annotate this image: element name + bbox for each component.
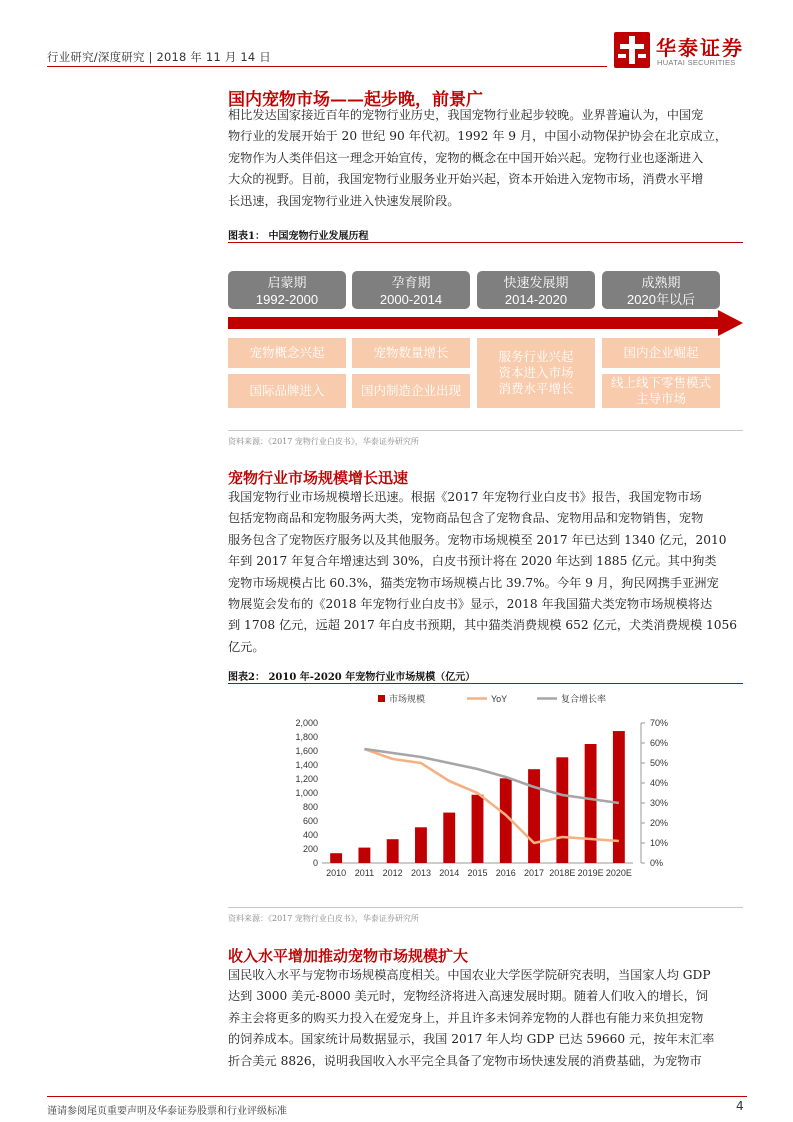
feature-box: 宠物概念兴起 [228, 338, 346, 368]
x-tick-label: 2014 [439, 868, 460, 878]
y-left-tick-label: 2,000 [295, 718, 318, 728]
header-breadcrumb: 行业研究/深度研究 | 2018 年 11 月 14 日 [47, 50, 271, 64]
figure1-bottom-rule [228, 430, 743, 431]
phase-box-enlightenment [228, 271, 346, 309]
legend-label: 市场规模 [389, 694, 426, 704]
section-title-domestic-market: 国内宠物市场——起步晚，前景广 [228, 90, 483, 110]
phase-period: 2014-2020 [504, 292, 568, 307]
phase-name: 成熟期 [641, 275, 681, 290]
y-left-tick-label: 1,800 [295, 732, 318, 742]
section2-body [228, 487, 743, 658]
legend-label: 复合增长率 [561, 694, 607, 704]
section-title-market-growth: 宠物行业市场规模增长迅速 [228, 469, 409, 487]
figure1-label: 图表1： 中国宠物行业发展历程 [228, 231, 369, 242]
feature-box: 国际品牌进入 [228, 374, 346, 408]
section1-body [228, 105, 743, 212]
y-left-tick-label: 600 [302, 816, 318, 826]
paragraph-line: 的饲养成本。国家统计局数据显示，我国 2017 年人均 GDP 已达 59660 元，按年末汇率 [228, 1032, 715, 1047]
y-left-tick-label: 0 [312, 858, 318, 868]
market-size-chart [228, 688, 743, 898]
paragraph-line: 亿元。 [228, 639, 265, 654]
paragraph-line: 包括宠物商品和宠物服务两大类，宠物商品包含了宠物食品、宠物用品和宠物销售，宠物 [228, 511, 704, 526]
bar-market-size [358, 848, 370, 863]
footer-divider [47, 1096, 747, 1097]
phase-box-incubation [352, 271, 470, 309]
phase-period: 1992-2000 [255, 292, 319, 307]
y-left-tick-label: 400 [302, 830, 318, 840]
x-tick-label: 2018E [549, 868, 576, 878]
figure2-top-rule [228, 683, 743, 684]
x-tick-label: 2015 [467, 868, 488, 878]
bar-market-size [585, 744, 597, 863]
phase-name: 启蒙期 [267, 275, 307, 290]
phase-period: 2000-2014 [379, 292, 443, 307]
phase-name: 快速发展期 [503, 275, 569, 290]
x-tick-label: 2020E [605, 868, 632, 878]
paragraph-line: 服务包含了宠物医疗服务以及其他服务。宠物市场规模至 2017 年已达到 1340 亿元，2010 [228, 532, 727, 547]
paragraph-line: 国民收入水平与宠物市场规模高度相关。中国农业大学医学院研究表明，当国家人均 GDP [228, 968, 711, 982]
y-right-tick-label: 40% [650, 778, 669, 788]
bar-market-size [443, 813, 455, 863]
figure2-bottom-rule [228, 907, 743, 908]
phase-box-rapid-growth [477, 271, 595, 309]
paragraph-line: 折合美元 8826，说明我国收入水平完全具备了宠物市场快速发展的消费基础，为宠物市 [228, 1053, 702, 1068]
figure1-top-rule [228, 242, 743, 243]
figure1-source: 资料来源：《2017 宠物行业白皮书》，华泰证券研究所 [228, 437, 419, 446]
bar-market-size [415, 827, 427, 863]
y-left-tick-label: 1,400 [295, 760, 318, 770]
y-right-tick-label: 70% [650, 718, 669, 728]
paragraph-line: 到 1708 亿元，远超 2017 年白皮书预期，其中猫类消费规模 652 亿元，犬类消费规模 1056 [228, 618, 738, 633]
y-right-tick-label: 0% [650, 858, 664, 868]
huatai-logo [612, 30, 752, 72]
y-left-tick-label: 200 [302, 844, 318, 854]
feature-box: 国内企业崛起 [602, 338, 720, 368]
phase-box-maturity [602, 271, 720, 309]
figure2-label: 图表2： 2010 年-2020 年宠物行业市场规模（亿元） [228, 672, 476, 683]
timeline-arrow-icon [228, 310, 743, 336]
paragraph-line: 养主会将更多的购买力投入在爱宠身上，并且许多未饲养宠物的人群也有能力来负担宠物 [228, 1010, 704, 1025]
bar-market-size [472, 795, 484, 863]
feature-box: 服务行业兴起 资本进入市场 消费水平增长 [477, 338, 595, 408]
y-right-tick-label: 20% [650, 818, 669, 828]
paragraph-line: 宠物作为人类伴侣这一理念开始宣传，宠物的概念在中国开始兴起。宠物行业也逐渐进入 [228, 150, 704, 165]
x-tick-label: 2013 [410, 868, 431, 878]
paragraph-line: 我国宠物行业市场规模增长迅速。根据《2017 年宠物行业白皮书》报告，我国宠物市场 [228, 490, 702, 504]
page-number: 4 [736, 1099, 744, 1113]
y-right-tick-label: 60% [650, 738, 669, 748]
feature-box: 国内制造企业出现 [352, 374, 470, 408]
paragraph-line: 大众的视野。目前，我国宠物行业服务业开始兴起，资本开始进入宠物市场，消费水平增 [228, 172, 704, 187]
x-tick-label: 2016 [495, 868, 516, 878]
paragraph-line: 宠物市场规模占比 60.3%，猫类宠物市场规模占比 39.7%。今年 9 月，狗民网携手亚洲宠 [228, 575, 719, 590]
paragraph-line: 物展览会发布的《2018 年宠物行业白皮书》显示，2018 年我国猫犬类宠物市场规模将达 [228, 597, 713, 612]
feature-box: 线上线下零售模式主导市场 [602, 374, 720, 408]
paragraph-line: 长迅速，我国宠物行业进入快速发展阶段。 [228, 193, 460, 208]
bar-market-size [387, 839, 399, 863]
x-tick-label: 2012 [382, 868, 403, 878]
paragraph-line: 相比发达国家接近百年的宠物行业历史，我国宠物行业起步较晚。业界普遍认为，中国宠 [228, 108, 704, 122]
legend-swatch [378, 695, 385, 702]
x-tick-label: 2010 [326, 868, 347, 878]
x-tick-label: 2011 [354, 868, 375, 878]
y-left-tick-label: 1,000 [295, 788, 318, 798]
figure2-source: 资料来源：《2017 宠物行业白皮书》，华泰证券研究所 [228, 914, 419, 923]
section3-body [228, 965, 743, 1072]
x-tick-label: 2017 [524, 868, 545, 878]
y-left-tick-label: 1,600 [295, 746, 318, 756]
bar-market-size [556, 757, 568, 863]
paragraph-line: 年到 2017 年复合年增速达到 30%，白皮书预计将在 2020 年达到 1885 亿元。其中狗类 [228, 554, 717, 569]
header-divider [47, 66, 607, 67]
phase-name: 孕育期 [391, 275, 431, 290]
logo-english-name: HUATAI SECURITIES [657, 58, 736, 67]
line-yoy [364, 749, 618, 843]
y-left-tick-label: 800 [302, 802, 318, 812]
feature-box: 宠物数量增长 [352, 338, 470, 368]
timeline-diagram [228, 250, 743, 425]
bar-market-size [613, 731, 625, 863]
bar-market-size [528, 769, 540, 863]
paragraph-line: 物行业的发展开始于 20 世纪 90 年代初。1992 年 9 月，中国小动物保护协会在北京成立， [228, 129, 728, 144]
logo-chinese-name: 华泰证券 [656, 36, 744, 60]
x-tick-label: 2019E [577, 868, 604, 878]
y-right-tick-label: 30% [650, 798, 669, 808]
huatai-logo-mark-icon [612, 30, 652, 70]
y-left-tick-label: 1,200 [295, 774, 318, 784]
y-right-tick-label: 50% [650, 758, 669, 768]
paragraph-line: 达到 3000 美元-8000 美元时，宠物经济将进入高速发展时期。随着人们收入的增长，饲 [228, 989, 708, 1004]
phase-period: 2020年以后 [627, 292, 695, 307]
bar-market-size [330, 853, 342, 863]
y-right-tick-label: 10% [650, 838, 669, 848]
legend-label: YoY [491, 694, 508, 704]
footer-disclaimer: 谨请参阅尾页重要声明及华泰证券股票和行业评级标准 [47, 1106, 287, 1117]
section-title-income-growth: 收入水平增加推动宠物市场规模扩大 [228, 947, 469, 965]
line-cagr [364, 749, 618, 803]
